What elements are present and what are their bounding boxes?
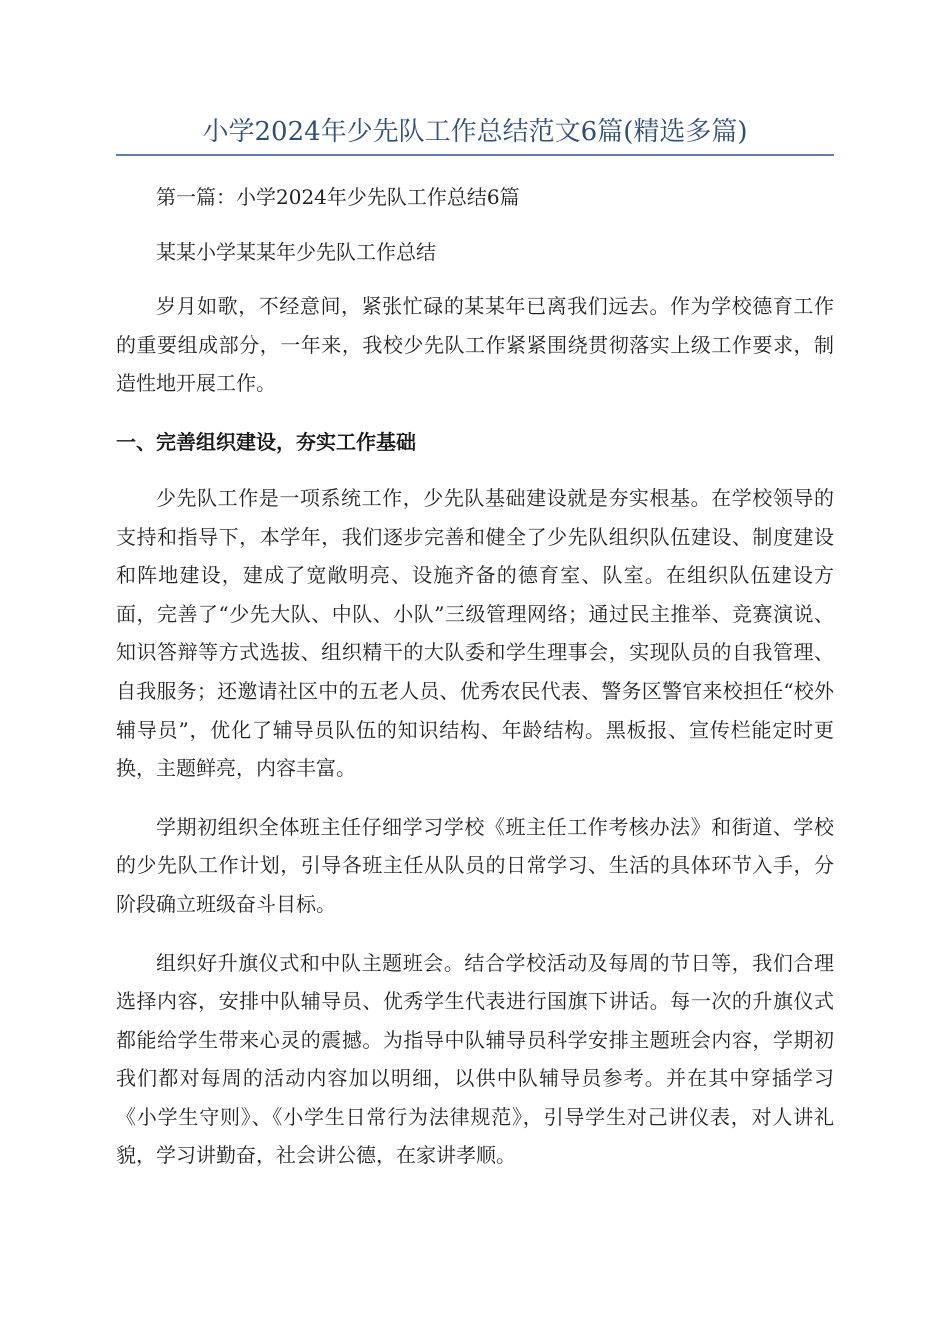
title-underline	[116, 154, 834, 156]
intro-paragraph: 岁月如歌，不经意间，紧张忙碌的某某年已离我们远去。作为学校德育工作的重要组成部分，一年来，我校少先队工作紧紧围绕贯彻落实上级工作要求，制造性地开展工作。	[116, 294, 834, 396]
body-paragraph: 组织好升旗仪式和中队主题班会。结合学校活动及每周的节日等，我们合理选择内容，安排中队辅导员、优秀学生代表进行国旗下讲话。每一次的升旗仪式都能给学生带来心灵的震撼。为指导中队辅导员科学安排主题班会内容，学期初我们都对每周的活动内容加以明细，以供中队辅导员参考。并在其中穿插学习《小学生守则》、《小学生日常行为法律规范》，引导学生对己讲仪表，对人讲礼貌，学习讲勤奋，社会讲公德，在家讲孝顺。	[116, 950, 834, 1168]
section-heading: 一、完善组织建设，夯实工作基础	[116, 429, 416, 454]
body-paragraph: 少先队工作是一项系统工作，少先队基础建设就是夯实根基。在学校领导的支持和指导下，本学年，我们逐步完善和健全了少先队组织队伍建设、制度建设和阵地建设，建成了宽敞明亮、设施齐备的德育室、队室。在组织队伍建设方面，完善了“少先大队、中队、小队”三级管理网络；通过民主推举、竞赛演说、知识答辩等方式选拔、组织精干的大队委和学生理事会，实现队员的自我管理、自我服务；还邀请社区中的五老人员、优秀农民代表、警务区警官来校担任“校外辅导员”，优化了辅导员队伍的知识结构、年龄结构。黑板报、宣传栏能定时更换，主题鲜亮，内容丰富。	[116, 485, 834, 781]
document-title: 小学2024年少先队工作总结范文6篇(精选多篇)	[202, 117, 748, 147]
document-page	[116, 112, 834, 1175]
body-paragraph: 学期初组织全体班主任仔细学习学校《班主任工作考核办法》和街道、学校的少先队工作计划，引导各班主任从队员的日常学习、生活的具体环节入手，分阶段确立班级奋斗目标。	[116, 814, 834, 916]
subtitle: 某某小学某某年少先队工作总结	[156, 239, 436, 264]
part-heading: 第一篇：小学2024年少先队工作总结6篇	[156, 185, 520, 209]
